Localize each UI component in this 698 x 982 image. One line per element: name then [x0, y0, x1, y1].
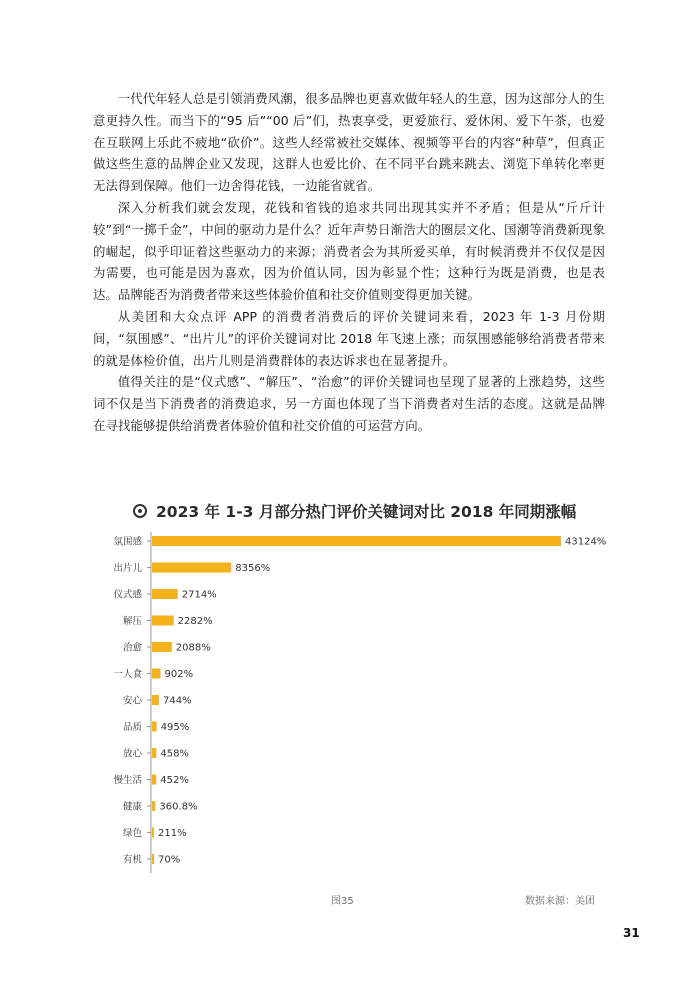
bar: [152, 642, 172, 652]
target-icon: [133, 504, 147, 518]
value-label: 495%: [160, 722, 190, 733]
value-label: 902%: [164, 669, 194, 680]
bar: [152, 536, 561, 546]
category-label: 放心: [122, 748, 142, 760]
category-label: 治愈: [122, 642, 142, 654]
bar: [152, 828, 154, 838]
paragraph-2: 深入分析我们就会发现，花钱和省钱的追求共同出现其实并不矛盾；但是从“斤斤计较”到“一掷千金”，中间的驱动力是什么？近年声势日渐浩大的圈层文化、国潮等消费新现象的崛起，似乎印证着这些驱动力的来源；消费者会为其所爱买单，有时候消费并不仅仅是因为需要，也可能是因为喜欢，因为价值认同，因为彰显个性；这种行为既是消费，也是表达。品牌能否为消费者带来这些体验价值和社交价值则变得更加关键。: [93, 199, 605, 303]
bar: [152, 854, 154, 864]
bar: [152, 801, 155, 811]
category-label: 健康: [122, 801, 142, 813]
value-label: 360.8%: [159, 801, 198, 813]
value-label: 8356%: [235, 563, 271, 574]
value-label: 2714%: [181, 589, 217, 601]
chart-title-text: 2023 年 1-3 月部分热门评价关键词对比 2018 年同期涨幅: [156, 503, 577, 521]
category-label: 仪式感: [113, 589, 142, 601]
bar: [152, 563, 231, 573]
value-label: 43124%: [565, 536, 607, 548]
bar-chart: [0, 528, 698, 873]
category-label: 氛围感: [113, 536, 142, 548]
paragraph-4: 值得关注的是“仪式感”、“解压”、“治愈”的评价关键词也呈现了显著的上涨趋势，这些词不仅是当下消费者的消费追求，另一方面也体现了当下消费者对生活的态度。这就是品牌在寻找能够提供给消费者体验价值和社交价值的可运营方向。: [93, 374, 605, 433]
figure-label: 图35: [331, 896, 354, 907]
bar: [152, 722, 157, 732]
bar: [152, 695, 159, 705]
category-label: 安心: [122, 695, 142, 707]
category-label: 出片儿: [113, 563, 142, 574]
category-label: 解压: [122, 616, 142, 627]
bar: [152, 589, 178, 599]
bar: [152, 616, 174, 626]
value-label: 452%: [160, 775, 189, 786]
category-label: 绿色: [122, 828, 142, 839]
bar: [152, 748, 156, 758]
bar: [152, 669, 161, 679]
paragraph-1: 一代代年轻人总是引领消费风潮，很多品牌也更喜欢做年轻人的生意，因为这部分人的生意更持久性。而当下的“95 后”“00 后”们，热衷享受，更爱旅行、爱休闲、爱下午茶，也爱在互联网上乐此不疲地“砍价”。这些人经常被社交媒体、视频等平台的内容“种草”，但真正做这些生意的品牌企业又发现，这群人也爱比价、在不同平台跳来跳去、浏览下单转化率更无法得到保障。他们一边舍得花钱，一边能省就省。: [93, 91, 605, 194]
category-label: 一人食: [113, 669, 142, 680]
category-label: 慢生活: [113, 775, 142, 786]
category-label: 有机: [122, 854, 142, 866]
chart-title: [133, 500, 593, 522]
data-source: 数据来源：美团: [525, 896, 595, 907]
value-label: 744%: [163, 695, 192, 707]
value-label: 70%: [158, 854, 181, 866]
value-label: 211%: [158, 828, 187, 839]
value-label: 2282%: [177, 616, 213, 627]
bar: [152, 775, 156, 785]
page-number: 31: [623, 926, 640, 940]
category-label: 品质: [122, 722, 142, 733]
value-label: 2088%: [175, 642, 211, 654]
paragraph-3: 从美团和大众点评 APP 的消费者消费后的评价关键词来看，2023 年 1-3 月份期间，“氛围感”、“出片儿”的评价关键词对比 2018 年飞速上涨；而氛围感能够给消费者带来的就是体检价值，出片儿则是消费群体的表达诉求也在显著提升。: [93, 308, 605, 368]
value-label: 458%: [160, 748, 189, 760]
body-text: [93, 88, 605, 437]
